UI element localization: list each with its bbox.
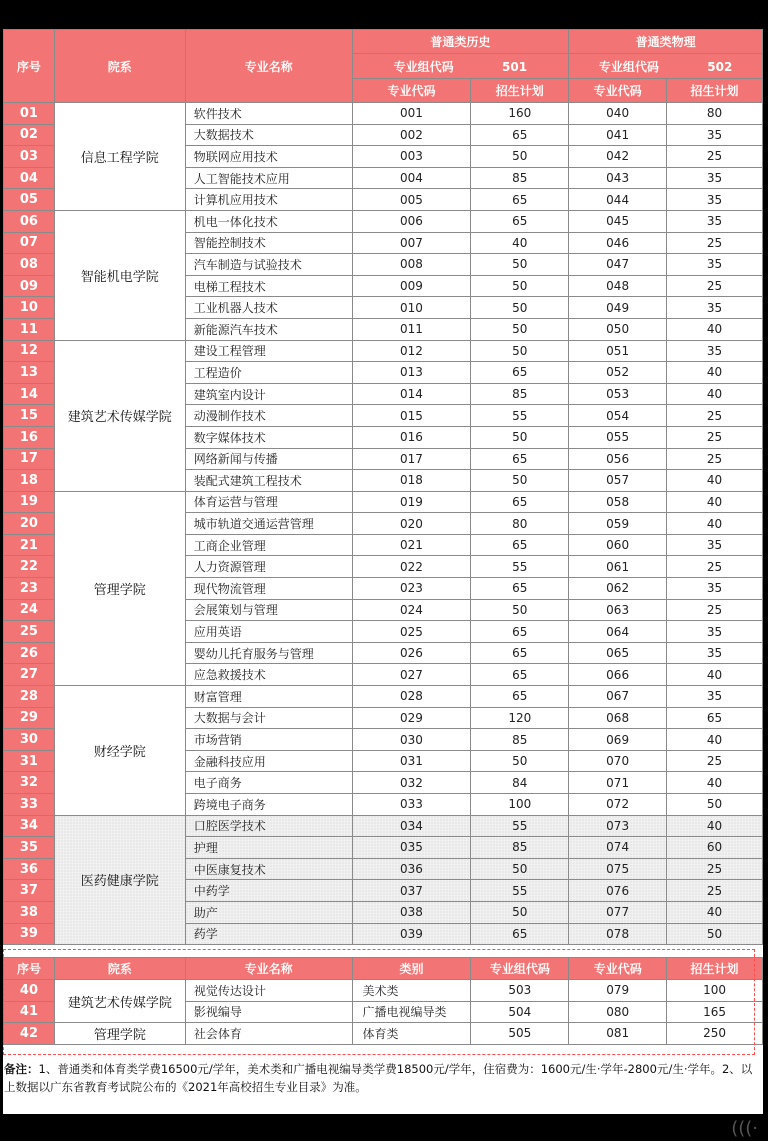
history-plan: 50 — [471, 254, 569, 276]
header-major: 专业名称 — [185, 30, 352, 103]
physics-plan: 35 — [667, 340, 763, 362]
physics-major-code: 059 — [569, 513, 667, 535]
physics-plan: 35 — [667, 534, 763, 556]
history-plan: 65 — [471, 448, 569, 470]
physics-major-code: 067 — [569, 686, 667, 708]
physics-plan: 60 — [667, 837, 763, 859]
physics-plan: 35 — [667, 210, 763, 232]
physics-plan: 35 — [667, 686, 763, 708]
physics-major-code: 064 — [569, 621, 667, 643]
physics-major-code: 043 — [569, 167, 667, 189]
history-major-code: 024 — [352, 599, 471, 621]
physics-major-code: 062 — [569, 578, 667, 600]
history-plan: 55 — [471, 880, 569, 902]
history-plan: 50 — [471, 318, 569, 340]
physics-plan: 25 — [667, 880, 763, 902]
row-number: 23 — [4, 578, 55, 600]
major-name: 体育运营与管理 — [185, 491, 352, 513]
physics-major-code: 058 — [569, 491, 667, 513]
physics-plan: 80 — [667, 103, 763, 125]
physics-plan: 25 — [667, 275, 763, 297]
row-number: 07 — [4, 232, 55, 254]
physics-plan: 35 — [667, 297, 763, 319]
major-name: 市场营销 — [185, 729, 352, 751]
row-number: 29 — [4, 707, 55, 729]
history-plan: 65 — [471, 534, 569, 556]
physics-major-code: 074 — [569, 837, 667, 859]
physics-plan: 40 — [667, 772, 763, 794]
history-plan: 65 — [471, 124, 569, 146]
row-number: 40 — [4, 980, 55, 1002]
history-major-code: 007 — [352, 232, 471, 254]
row-number: 34 — [4, 815, 55, 837]
physics-plan: 35 — [667, 578, 763, 600]
category: 广播电视编导类 — [352, 1001, 471, 1023]
history-major-code: 032 — [352, 772, 471, 794]
physics-major-code: 052 — [569, 362, 667, 384]
major-name: 财富管理 — [185, 686, 352, 708]
history-major-code: 023 — [352, 578, 471, 600]
row-number: 20 — [4, 513, 55, 535]
history-major-code: 016 — [352, 426, 471, 448]
history-major-code: 030 — [352, 729, 471, 751]
footnote — [4, 1060, 756, 1096]
physics-major-code: 042 — [569, 146, 667, 168]
department-name: 管理学院 — [54, 1023, 185, 1045]
physics-plan: 25 — [667, 858, 763, 880]
enrollment-plan-sheet — [3, 29, 763, 1114]
history-major-code: 008 — [352, 254, 471, 276]
major-name: 计算机应用技术 — [185, 189, 352, 211]
history-major-code: 022 — [352, 556, 471, 578]
history-major-code: 005 — [352, 189, 471, 211]
major-name: 婴幼儿托育服务与管理 — [185, 642, 352, 664]
department-name: 财经学院 — [54, 686, 185, 816]
major-name: 数字媒体技术 — [185, 426, 352, 448]
physics-plan: 35 — [667, 642, 763, 664]
major-name: 网络新闻与传播 — [185, 448, 352, 470]
history-major-code: 011 — [352, 318, 471, 340]
physics-plan: 35 — [667, 189, 763, 211]
physics-major-code: 048 — [569, 275, 667, 297]
header-seq: 序号 — [4, 30, 55, 103]
physics-major-code: 076 — [569, 880, 667, 902]
major-name: 机电一体化技术 — [185, 210, 352, 232]
physics-plan: 50 — [667, 923, 763, 945]
physics-group-label: 专业组代码 — [598, 59, 659, 74]
physics-plan: 25 — [667, 556, 763, 578]
history-plan: 85 — [471, 837, 569, 859]
physics-major-code: 071 — [569, 772, 667, 794]
physics-major-code: 063 — [569, 599, 667, 621]
history-plan: 50 — [471, 858, 569, 880]
physics-plan: 35 — [667, 167, 763, 189]
history-plan: 160 — [471, 103, 569, 125]
history-plan: 65 — [471, 578, 569, 600]
group-code: 504 — [471, 1001, 569, 1023]
physics-code-header: 专业代码 — [569, 79, 667, 103]
major-code: 079 — [569, 980, 667, 1002]
physics-plan: 40 — [667, 513, 763, 535]
physics-major-code: 046 — [569, 232, 667, 254]
watermark-logo: (((· — [731, 1118, 758, 1139]
physics-group-value: 502 — [707, 59, 733, 74]
row-number: 15 — [4, 405, 55, 427]
history-plan: 65 — [471, 664, 569, 686]
history-major-code: 031 — [352, 750, 471, 772]
plan: 100 — [667, 980, 763, 1002]
special-header-cell: 招生计划 — [667, 958, 763, 980]
history-plan: 85 — [471, 383, 569, 405]
history-plan: 50 — [471, 146, 569, 168]
history-plan: 55 — [471, 405, 569, 427]
physics-plan: 40 — [667, 470, 763, 492]
history-plan: 84 — [471, 772, 569, 794]
row-number: 26 — [4, 642, 55, 664]
row-number: 16 — [4, 426, 55, 448]
row-number: 10 — [4, 297, 55, 319]
major-name: 装配式建筑工程技术 — [185, 470, 352, 492]
history-major-code: 029 — [352, 707, 471, 729]
major-name: 中药学 — [185, 880, 352, 902]
table-row — [4, 1023, 763, 1045]
row-number: 06 — [4, 210, 55, 232]
special-header-cell: 专业名称 — [185, 958, 352, 980]
row-number: 39 — [4, 923, 55, 945]
physics-plan: 35 — [667, 124, 763, 146]
major-name: 动漫制作技术 — [185, 405, 352, 427]
history-plan: 80 — [471, 513, 569, 535]
row-number: 38 — [4, 901, 55, 923]
history-major-code: 001 — [352, 103, 471, 125]
plan: 250 — [667, 1023, 763, 1045]
row-number: 35 — [4, 837, 55, 859]
major-name: 汽车制造与试验技术 — [185, 254, 352, 276]
major-name: 大数据技术 — [185, 124, 352, 146]
physics-major-code: 077 — [569, 901, 667, 923]
major-code: 081 — [569, 1023, 667, 1045]
table-row — [4, 815, 763, 837]
header-dept: 院系 — [54, 30, 185, 103]
history-plan: 85 — [471, 729, 569, 751]
row-number: 02 — [4, 124, 55, 146]
row-number: 25 — [4, 621, 55, 643]
row-number: 09 — [4, 275, 55, 297]
major-name: 中医康复技术 — [185, 858, 352, 880]
physics-group-code — [569, 54, 763, 79]
major-name: 工商企业管理 — [185, 534, 352, 556]
history-major-code: 002 — [352, 124, 471, 146]
row-number: 17 — [4, 448, 55, 470]
header-history-title: 普通类历史 — [352, 30, 569, 54]
row-number: 12 — [4, 340, 55, 362]
history-plan: 65 — [471, 210, 569, 232]
category: 体育类 — [352, 1023, 471, 1045]
physics-major-code: 040 — [569, 103, 667, 125]
major-name: 物联网应用技术 — [185, 146, 352, 168]
group-code: 503 — [471, 980, 569, 1002]
major-name: 建筑室内设计 — [185, 383, 352, 405]
history-major-code: 003 — [352, 146, 471, 168]
physics-plan: 40 — [667, 901, 763, 923]
row-number: 18 — [4, 470, 55, 492]
history-plan: 55 — [471, 815, 569, 837]
history-major-code: 025 — [352, 621, 471, 643]
physics-plan: 40 — [667, 362, 763, 384]
row-number: 11 — [4, 318, 55, 340]
major-name: 智能控制技术 — [185, 232, 352, 254]
special-header-cell: 类别 — [352, 958, 471, 980]
row-number: 05 — [4, 189, 55, 211]
special-header-row — [4, 958, 763, 980]
major-name: 工程造价 — [185, 362, 352, 384]
history-major-code: 004 — [352, 167, 471, 189]
major-name: 大数据与会计 — [185, 707, 352, 729]
history-plan: 65 — [471, 686, 569, 708]
history-major-code: 038 — [352, 901, 471, 923]
major-name: 人工智能技术应用 — [185, 167, 352, 189]
row-number: 42 — [4, 1023, 55, 1045]
department-name: 管理学院 — [54, 491, 185, 685]
row-number: 28 — [4, 686, 55, 708]
physics-plan: 40 — [667, 729, 763, 751]
history-major-code: 035 — [352, 837, 471, 859]
history-major-code: 009 — [352, 275, 471, 297]
history-major-code: 021 — [352, 534, 471, 556]
group-code: 505 — [471, 1023, 569, 1045]
row-number: 01 — [4, 103, 55, 125]
special-category-table — [3, 957, 763, 1045]
major-name: 口腔医学技术 — [185, 815, 352, 837]
physics-plan: 25 — [667, 405, 763, 427]
major-name: 护理 — [185, 837, 352, 859]
row-number: 21 — [4, 534, 55, 556]
row-number: 37 — [4, 880, 55, 902]
history-plan: 55 — [471, 556, 569, 578]
history-major-code: 006 — [352, 210, 471, 232]
major-name: 应急救援技术 — [185, 664, 352, 686]
physics-major-code: 073 — [569, 815, 667, 837]
physics-plan: 35 — [667, 621, 763, 643]
history-plan: 65 — [471, 621, 569, 643]
physics-plan: 25 — [667, 750, 763, 772]
history-major-code: 037 — [352, 880, 471, 902]
row-number: 03 — [4, 146, 55, 168]
special-header-cell: 专业组代码 — [471, 958, 569, 980]
history-major-code: 034 — [352, 815, 471, 837]
major-name: 应用英语 — [185, 621, 352, 643]
history-code-header: 专业代码 — [352, 79, 471, 103]
row-number: 19 — [4, 491, 55, 513]
row-number: 22 — [4, 556, 55, 578]
history-major-code: 033 — [352, 794, 471, 816]
physics-major-code: 054 — [569, 405, 667, 427]
major-name: 软件技术 — [185, 103, 352, 125]
special-header-cell: 序号 — [4, 958, 55, 980]
history-plan: 50 — [471, 275, 569, 297]
department-name: 智能机电学院 — [54, 210, 185, 340]
history-major-code: 028 — [352, 686, 471, 708]
history-major-code: 019 — [352, 491, 471, 513]
history-group-label: 专业组代码 — [393, 59, 454, 74]
physics-major-code: 066 — [569, 664, 667, 686]
history-major-code: 014 — [352, 383, 471, 405]
major-code: 080 — [569, 1001, 667, 1023]
physics-major-code: 050 — [569, 318, 667, 340]
physics-plan: 40 — [667, 815, 763, 837]
history-plan: 50 — [471, 297, 569, 319]
row-number: 14 — [4, 383, 55, 405]
history-major-code: 017 — [352, 448, 471, 470]
footnote-label: 备注： — [4, 1062, 39, 1076]
special-header-cell: 院系 — [54, 958, 185, 980]
physics-major-code: 072 — [569, 794, 667, 816]
physics-plan: 40 — [667, 664, 763, 686]
physics-plan: 40 — [667, 491, 763, 513]
footnote-text: 1、普通类和体育类学费16500元/学年，美术类和广播电视编导类学费18500元/学年，住宿费为：1600元/生·学年-2800元/生·学年。2、以上数据以广东省教育考试院公布的《2021年高校招生专业目录》为准。 — [4, 1062, 753, 1094]
physics-plan: 25 — [667, 448, 763, 470]
header-physics-title: 普通类物理 — [569, 30, 763, 54]
history-plan: 100 — [471, 794, 569, 816]
history-plan: 50 — [471, 470, 569, 492]
history-plan: 85 — [471, 167, 569, 189]
physics-major-code: 053 — [569, 383, 667, 405]
table-row — [4, 686, 763, 708]
major-name: 影视编导 — [185, 1001, 352, 1023]
physics-plan: 25 — [667, 426, 763, 448]
category: 美术类 — [352, 980, 471, 1002]
physics-major-code: 060 — [569, 534, 667, 556]
history-plan: 65 — [471, 362, 569, 384]
department-name: 建筑艺术传媒学院 — [54, 980, 185, 1023]
physics-plan: 25 — [667, 232, 763, 254]
physics-plan: 40 — [667, 383, 763, 405]
history-major-code: 010 — [352, 297, 471, 319]
major-name: 电子商务 — [185, 772, 352, 794]
main-enrollment-table — [3, 29, 763, 945]
physics-major-code: 056 — [569, 448, 667, 470]
row-number: 32 — [4, 772, 55, 794]
history-major-code: 027 — [352, 664, 471, 686]
physics-major-code: 041 — [569, 124, 667, 146]
table-row — [4, 980, 763, 1002]
major-name: 金融科技应用 — [185, 750, 352, 772]
physics-plan: 25 — [667, 599, 763, 621]
major-name: 人力资源管理 — [185, 556, 352, 578]
row-number: 24 — [4, 599, 55, 621]
row-number: 08 — [4, 254, 55, 276]
row-number: 13 — [4, 362, 55, 384]
major-name: 电梯工程技术 — [185, 275, 352, 297]
history-major-code: 039 — [352, 923, 471, 945]
history-major-code: 020 — [352, 513, 471, 535]
history-plan-header: 招生计划 — [471, 79, 569, 103]
physics-major-code: 045 — [569, 210, 667, 232]
physics-major-code: 069 — [569, 729, 667, 751]
physics-plan: 65 — [667, 707, 763, 729]
row-number: 04 — [4, 167, 55, 189]
physics-major-code: 075 — [569, 858, 667, 880]
history-plan: 50 — [471, 426, 569, 448]
major-name: 工业机器人技术 — [185, 297, 352, 319]
row-number: 36 — [4, 858, 55, 880]
department-name: 医药健康学院 — [54, 815, 185, 945]
history-plan: 50 — [471, 340, 569, 362]
history-plan: 40 — [471, 232, 569, 254]
physics-major-code: 070 — [569, 750, 667, 772]
major-name: 建设工程管理 — [185, 340, 352, 362]
table-row — [4, 340, 763, 362]
major-name: 药学 — [185, 923, 352, 945]
department-name: 建筑艺术传媒学院 — [54, 340, 185, 491]
physics-major-code: 078 — [569, 923, 667, 945]
row-number: 33 — [4, 794, 55, 816]
row-number: 41 — [4, 1001, 55, 1023]
history-group-value: 501 — [502, 59, 528, 74]
history-plan: 50 — [471, 599, 569, 621]
physics-major-code: 057 — [569, 470, 667, 492]
physics-major-code: 068 — [569, 707, 667, 729]
physics-major-code: 049 — [569, 297, 667, 319]
history-major-code: 013 — [352, 362, 471, 384]
row-number: 31 — [4, 750, 55, 772]
physics-plan: 25 — [667, 146, 763, 168]
row-number: 27 — [4, 664, 55, 686]
physics-plan: 35 — [667, 254, 763, 276]
physics-plan-header: 招生计划 — [667, 79, 763, 103]
plan: 165 — [667, 1001, 763, 1023]
major-name: 现代物流管理 — [185, 578, 352, 600]
history-plan: 65 — [471, 923, 569, 945]
table-row — [4, 491, 763, 513]
special-header-cell: 专业代码 — [569, 958, 667, 980]
physics-major-code: 061 — [569, 556, 667, 578]
major-name: 新能源汽车技术 — [185, 318, 352, 340]
physics-major-code: 055 — [569, 426, 667, 448]
history-plan: 65 — [471, 491, 569, 513]
history-major-code: 018 — [352, 470, 471, 492]
table-row — [4, 103, 763, 125]
table-row — [4, 210, 763, 232]
row-number: 30 — [4, 729, 55, 751]
history-group-code — [352, 54, 569, 79]
physics-major-code: 051 — [569, 340, 667, 362]
major-name: 跨境电子商务 — [185, 794, 352, 816]
physics-major-code: 065 — [569, 642, 667, 664]
history-major-code: 012 — [352, 340, 471, 362]
major-name: 助产 — [185, 901, 352, 923]
major-name: 社会体育 — [185, 1023, 352, 1045]
history-major-code: 026 — [352, 642, 471, 664]
history-plan: 50 — [471, 750, 569, 772]
physics-major-code: 047 — [569, 254, 667, 276]
history-major-code: 015 — [352, 405, 471, 427]
history-major-code: 036 — [352, 858, 471, 880]
physics-major-code: 044 — [569, 189, 667, 211]
history-plan: 65 — [471, 189, 569, 211]
history-plan: 65 — [471, 642, 569, 664]
history-plan: 50 — [471, 901, 569, 923]
physics-plan: 40 — [667, 318, 763, 340]
major-name: 城市轨道交通运营管理 — [185, 513, 352, 535]
major-name: 视觉传达设计 — [185, 980, 352, 1002]
major-name: 会展策划与管理 — [185, 599, 352, 621]
history-plan: 120 — [471, 707, 569, 729]
physics-plan: 50 — [667, 794, 763, 816]
department-name: 信息工程学院 — [54, 103, 185, 211]
